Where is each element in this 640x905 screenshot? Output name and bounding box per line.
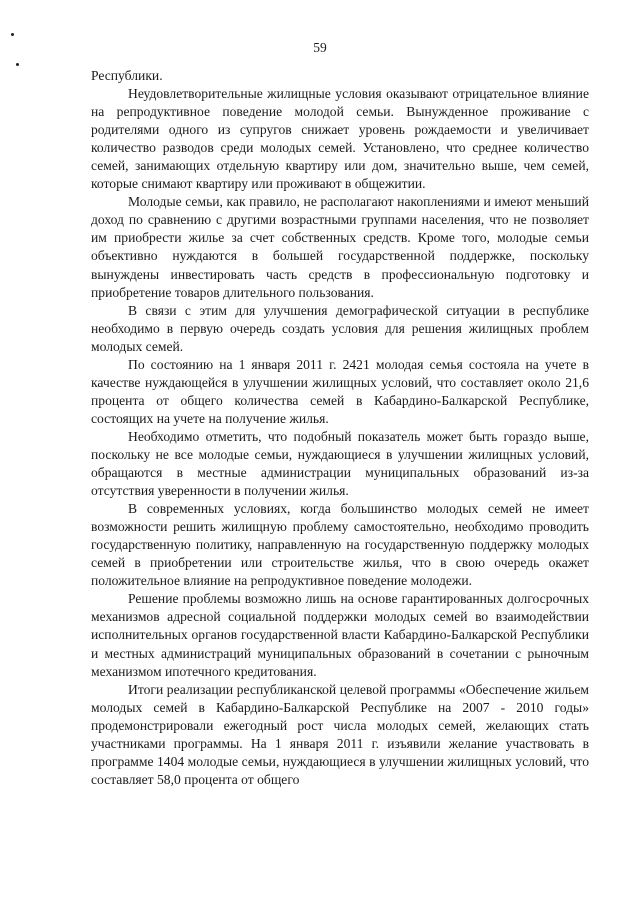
paragraph: Итоги реализации республиканской целевой программы «Обеспечение жильем молодых семей в Кабардино-Балкарской Республике на 2007 - 2010 годы» продемонстрировали ежегодный рост числа молодых семей, желающих стать участниками программы. На 1 января 2011 г. изъявили желание участвовать в программе 1404 молодые семьи, нуждающиеся в улучшении жилищных условий, что составляет 58,0 процента от общего (91, 681, 589, 787)
paragraph: По состоянию на 1 января 2011 г. 2421 молодая семья состояла на учете в качестве нуждающейся в улучшении жилищных условий, что составляет около 21,6 процента от общего количества семей в Кабардино-Балкарской Республике, состоящих на учете на получение жилья. (91, 356, 589, 426)
margin-mark (16, 63, 19, 66)
paragraph: Необходимо отметить, что подобный показатель может быть гораздо выше, поскольку не все молодые семьи, нуждающиеся в улучшении жилищных условий, обращаются в местные администрации муниципальных образований из-за отсутствия уверенности в получении жилья. (91, 428, 589, 499)
page-number: 59 (313, 40, 327, 55)
paragraph: В связи с этим для улучшения демографической ситуации в республике необходимо в первую очередь создать условия для решения жилищных проблем молодых семей. (91, 302, 589, 354)
paragraph: Молодые семьи, как правило, не располагают накоплениями и имеют меньший доход по сравнению с другими возрастными группами населения, что не позволяет им приобрести жилье за счет собственных средств. Кроме того, молодые семьи объективно нуждаются в большей государственной поддержке, поскольку вынуждены инвестировать часть средств в профессиональную подготовку и приобретение товаров длительного пользования. (91, 194, 589, 300)
paragraph: Решение проблемы возможно лишь на основе гарантированных долгосрочных механизмов адресной социальной поддержки молодых семей во взаимодействии исполнительных органов государственной власти Кабардино-Балкарской Республики и местных администраций муниципальных образований в сочетании с рыночным механизмом ипотечного кредитования. (91, 591, 589, 679)
margin-mark (11, 33, 14, 36)
paragraph: В современных условиях, когда большинство молодых семей не имеет возможности решить жилищную проблему самостоятельно, необходимо проводить государственную политику, направленную на государственную поддержку молодых семей в приобретении или строительстве жилья, что в свою очередь окажет положительное влияние на репродуктивное поведение молодежи. (91, 501, 589, 589)
paragraph: Республики. (91, 68, 163, 83)
paragraph: Неудовлетворительные жилищные условия оказывают отрицательное влияние на репродуктивное поведение молодой семьи. Вынужденное проживание с родителями одного из супругов снижает уровень рождаемости и увеличивает количество разводов среди молодых семей. Установлено, что среднее количество семей, занимающих отдельную квартиру или дом, значительно выше, чем семей, которые снимают квартиру или проживают в общежитии. (91, 86, 589, 192)
document-body (91, 67, 589, 789)
